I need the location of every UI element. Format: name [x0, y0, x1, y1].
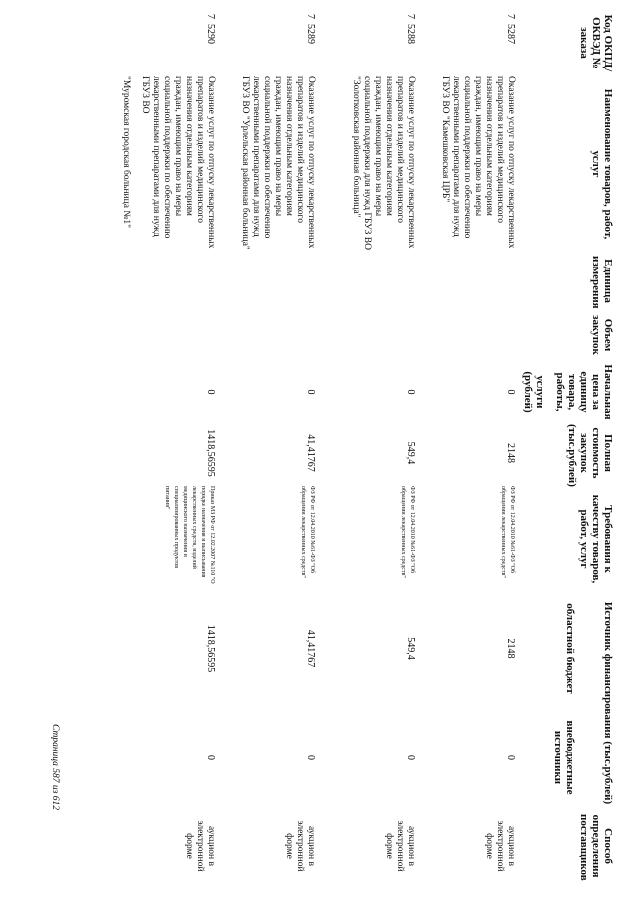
- row-unit: [94, 254, 220, 308]
- row-volume: [420, 308, 520, 362]
- header-unit-price-tail: услуги (рублей): [522, 371, 546, 413]
- row-regional: 2148: [505, 638, 516, 659]
- row-regional: 41,41767: [305, 629, 316, 668]
- header-funding-extra: внебюджетные источники: [551, 720, 576, 795]
- header-name: Наименование товаров, работ, услуг: [590, 88, 614, 240]
- header-unit-price-text: Начальная цена за единицу товара, работы,: [554, 364, 614, 420]
- row-requirements: Приказ МЗ РФ от 12.02.2007 №110 "О порядке назначения и выписывания лекарственных средств, изделий медицинского назначения и специализированных продуктов питания": [164, 486, 215, 584]
- row-requirements: ФЗ РФ от 12.04.2010 №61-ФЗ "Об обращении лекарственных средств": [400, 486, 415, 578]
- row-code-b: 5288: [405, 24, 416, 44]
- row-method: аукцион в электронной форме: [184, 820, 216, 872]
- row-extra: 0: [405, 755, 416, 760]
- row-unit-price: 0: [305, 389, 316, 395]
- table-header-row: [582, 12, 620, 880]
- row-volume: [94, 308, 220, 362]
- header-funding: Источник финансирования (тыс.рублей): [602, 601, 614, 805]
- table-row: [220, 12, 320, 880]
- row-regional: 1418,56595: [205, 624, 216, 673]
- row-code-a: 7: [305, 14, 316, 19]
- row-unit-price: 0: [405, 389, 416, 395]
- row-method: аукцион в электронной форме: [484, 820, 516, 872]
- row-total: 2148: [505, 443, 516, 463]
- header-total: Полная стоимость закупок (тыс.рублей): [566, 424, 614, 487]
- row-unit-price: 0: [205, 389, 216, 395]
- row-total: 549,4: [405, 441, 416, 465]
- procurement-table: [94, 12, 620, 880]
- row-code-a: 7: [205, 14, 216, 19]
- row-code: [420, 12, 520, 74]
- header-requirements: Требования к качеству товаров, работ, услуг: [578, 494, 614, 584]
- row-name: Оказание услуг по отпуску лекарственных препаратов и изделий медицинского назначения отдельным категориям граждан, имеющим право на меры социальной поддержки по обеспечению лекарственными препаратами для нужд ГБУЗ ВО "Камешковская ЦРБ": [440, 76, 516, 249]
- row-requirements: ФЗ РФ от 12.04.2010 №61-ФЗ "Об обращении лекарственных средств": [500, 486, 515, 578]
- row-unit-price: 0: [505, 389, 516, 395]
- header-unit: Единица измерения: [590, 256, 614, 309]
- row-extra: 0: [305, 755, 316, 760]
- row-extra: 0: [205, 755, 216, 760]
- row-extra: 0: [505, 755, 516, 760]
- row-volume: [220, 308, 320, 362]
- row-method: аукцион в электронной форме: [384, 820, 416, 872]
- row-name-tail: "Муромская городская больница №1": [121, 76, 131, 229]
- row-code-b: 5289: [305, 24, 316, 44]
- row-total: 41,41767: [305, 434, 316, 472]
- header-funding-regional: областной бюджет: [563, 603, 576, 694]
- row-unit: [320, 254, 420, 308]
- header-unit-price: [520, 362, 620, 422]
- row-code-b: 5290: [205, 24, 216, 44]
- row-name-text: Оказание услуг по отпуску лекарственных препаратов и изделий медицинского назначения отдельным категориям граждан, имеющим право на меры социальной поддержки по обеспечению лекарственными препаратами для нужд ГБУЗ ВО: [140, 76, 216, 249]
- table-row: [420, 12, 520, 880]
- header-code: Код ОКПД/ ОКВЭД № заказа: [578, 14, 614, 72]
- table-row: [94, 12, 220, 880]
- procurement-plan-sheet: [20, 12, 620, 892]
- row-regional: 549,4: [405, 637, 416, 660]
- page-number: Страница 587 из 612: [50, 724, 60, 810]
- row-code-a: 7: [405, 14, 416, 19]
- row-method: аукцион в электронной форме: [284, 820, 316, 872]
- row-unit: [420, 254, 520, 308]
- row-unit: [220, 254, 320, 308]
- row-code-b: 5287: [505, 24, 516, 44]
- row-requirements: ФЗ РФ от 12.04.2010 №61-ФЗ "Об обращении лекарственных средств": [300, 486, 315, 578]
- row-code: [320, 12, 420, 74]
- table-row: [320, 12, 420, 880]
- row-volume: [320, 308, 420, 362]
- header-method: Способ определения поставщиков: [578, 814, 614, 881]
- header-volume: Объем закупок: [590, 315, 614, 355]
- row-code-a: 7: [505, 14, 516, 19]
- row-name: Оказание услуг по отпуску лекарственных препаратов и изделий медицинского назначения отдельным категориям граждан, имеющим право на меры социальной поддержки для нужд ГБУЗ ВО "Золотковская районная больница": [351, 76, 416, 250]
- row-code: [220, 12, 320, 74]
- row-name: Оказание услуг по отпуску лекарственных препаратов и изделий медицинского назначения отдельным категориям граждан, имеющим право на меры социальной поддержки по обеспечению лекарственными препаратами для нужд ГБУЗ ВО "Урлельская районная больница": [240, 76, 316, 250]
- row-total: 1418,56595: [205, 429, 216, 477]
- row-name: [94, 74, 220, 254]
- row-code: [94, 12, 220, 74]
